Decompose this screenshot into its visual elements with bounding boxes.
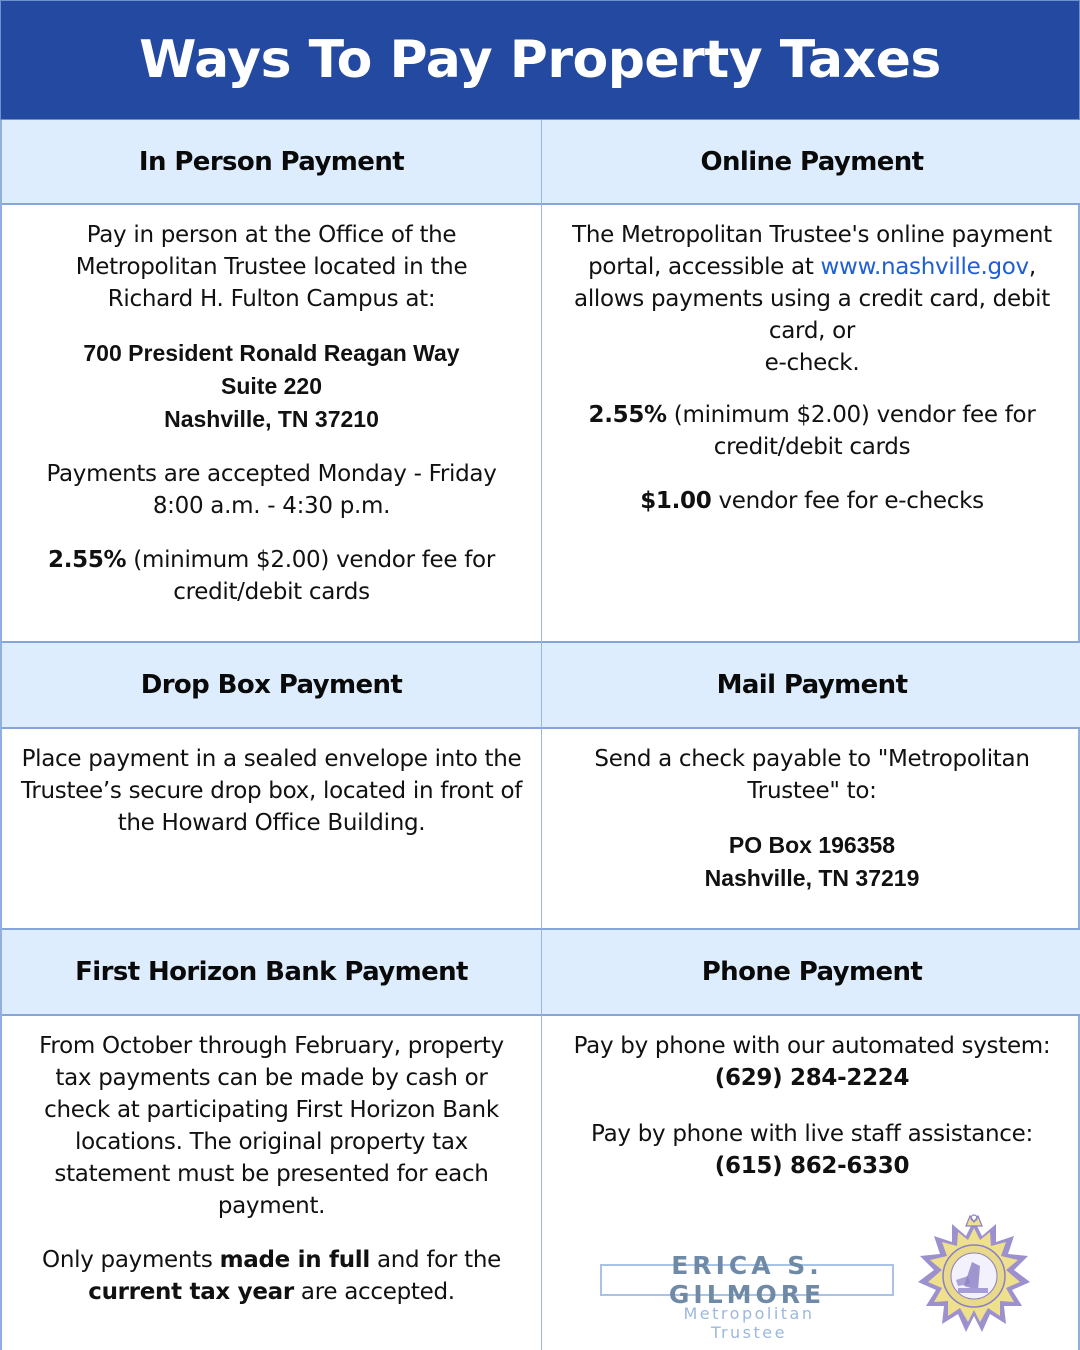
trustee-name: ERICA S. GILMORE [600,1264,894,1296]
first-horizon-body [2,1016,542,1350]
online-body [542,205,1080,643]
in-person-address [20,337,523,436]
first-horizon-note [20,1244,523,1308]
first-horizon-header [2,930,542,1016]
in-person-header [2,120,542,205]
note-bold-full: made in full [219,1247,370,1273]
phone-header [542,930,1080,1016]
automated-number[interactable]: (629) 284-2224 [714,1065,910,1091]
address-line-1: 700 President Ronald Reagan Way [83,340,460,366]
fee-description: (minimum $2.00) vendor fee for credit/debit cards [126,547,495,605]
note-bold-current-year: current tax year [88,1279,294,1305]
drop-box-heading: Drop Box Payment [140,670,403,700]
card-fee-percent: 2.55% [588,402,667,428]
online-card-fee [560,399,1064,463]
automated-label: Pay by phone with our automated system: [573,1033,1051,1059]
in-person-fee [20,544,523,608]
first-horizon-heading: First Horizon Bank Payment [75,957,468,987]
drop-box-text: Place payment in a sealed envelope into the Trustee’s secure drop box, located in front of the Howard Office Building. [20,746,523,836]
first-horizon-text: From October through February, property tax payments can be made by cash or check at participating First Horizon Bank locations. The original property tax statement must be presented for each payment. [39,1033,504,1219]
phone-staff [560,1118,1064,1182]
online-echeck-fee [560,485,1064,517]
trustee-logo [600,1212,1040,1342]
online-header [542,120,1080,205]
address-line-3: Nashville, TN 37210 [164,406,379,432]
po-box: PO Box 196358 [728,832,896,858]
in-person-intro: Pay in person at the Office of the Metropolitan Trustee located in the Richard H. Fulton Campus at: [75,222,468,312]
hours-times: 8:00 a.m. - 4:30 p.m. [152,493,391,519]
note-text-1: Only payments [42,1247,220,1273]
page-title: Ways To Pay Property Taxes [139,30,941,90]
in-person-body [2,205,542,643]
title-banner [0,0,1080,120]
mail-body [542,729,1080,930]
trustee-subtitle: Metropolitan Trustee [683,1304,815,1342]
staff-number[interactable]: (615) 862-6330 [714,1153,910,1179]
mail-heading: Mail Payment [716,670,908,700]
mail-address [560,829,1064,895]
in-person-heading: In Person Payment [138,146,405,177]
online-intro-text: The Metropolitan Trustee's online payment portal, accessible at [572,222,1052,280]
drop-box-body [2,729,542,930]
echeck-fee-amount: $1.00 [640,488,712,514]
metro-nashville-seal-icon [914,1212,1034,1332]
echeck-fee-description: vendor fee for e-checks [711,488,984,514]
card-fee-description: (minimum $2.00) vendor fee for credit/debit cards [666,402,1036,460]
note-text-2: and for the [369,1247,501,1273]
note-text-3: are accepted. [293,1279,455,1305]
nashville-gov-link[interactable]: www.nashville.gov [820,254,1029,280]
online-heading: Online Payment [700,146,924,177]
online-intro [560,219,1064,379]
address-line-2: Suite 220 [221,373,322,399]
phone-heading: Phone Payment [701,957,923,987]
hours-days: Payments are accepted Monday - Friday [46,461,497,487]
mail-city: Nashville, TN 37219 [704,865,920,891]
payment-methods-table [0,120,1080,1350]
phone-body [542,1016,1080,1350]
in-person-hours [20,458,523,522]
staff-label: Pay by phone with live staff assistance: [591,1121,1033,1147]
mail-intro: Send a check payable to "Metropolitan Trustee" to: [594,746,1030,804]
fee-percent: 2.55% [48,547,127,573]
online-intro-text-2: , allows payments using a credit card, debit card, or [574,254,1050,344]
phone-automated [560,1030,1064,1094]
online-intro-last: e-check. [764,350,860,376]
mail-header [542,643,1080,729]
drop-box-header [2,643,542,729]
